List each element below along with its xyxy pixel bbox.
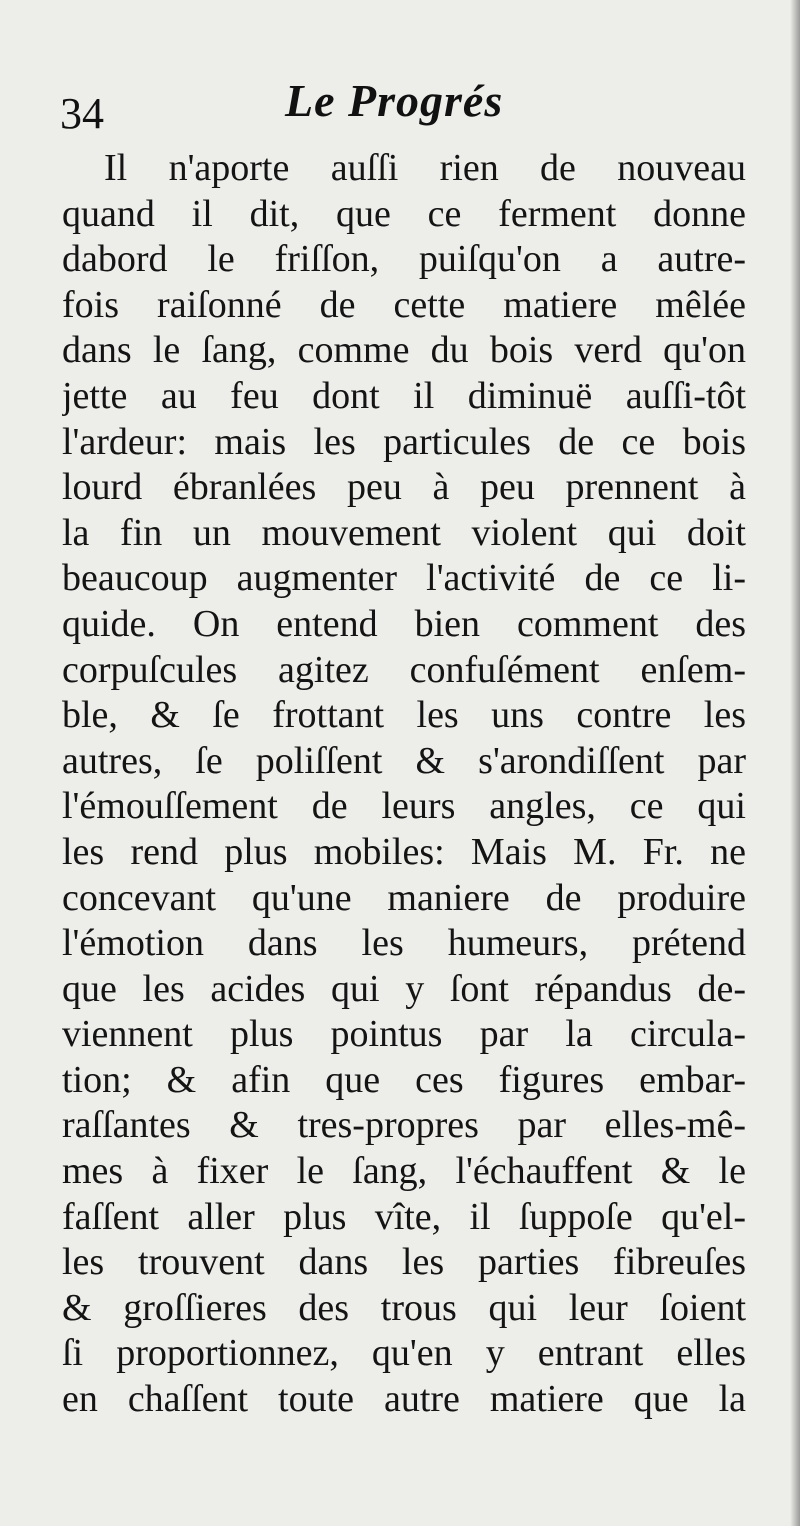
text-line: l'émotion dans les humeurs, prétend	[62, 922, 746, 965]
page-number: 34	[60, 89, 104, 138]
text-line: dabord le friſſon, puiſqu'on a autre-	[62, 238, 746, 281]
text-line: raſſantes & tres-propres par elles-mê-	[62, 1104, 746, 1147]
text-line: & groſſieres des trous qui leur ſoient	[62, 1286, 746, 1329]
text-line: quide. On entend bien comment des	[62, 602, 746, 645]
text-line: viennent plus pointus par la circula-	[62, 1013, 746, 1056]
text-line: concevant qu'une maniere de produire	[62, 876, 746, 919]
text-line: beaucoup augmenter l'activité de ce li-	[62, 557, 746, 600]
text-line: les rend plus mobiles: Mais M. Fr. ne	[62, 830, 746, 873]
text-line: la fin un mouvement violent qui doit	[62, 511, 746, 554]
text-line: ſi proportionnez, qu'en y entrant elles	[62, 1332, 746, 1375]
text-line: quand il dit, que ce ferment donne	[62, 192, 746, 235]
text-line: ble, & ſe frottant les uns contre les	[62, 694, 746, 737]
text-line: Il n'aporte auſſi rien de nouveau	[104, 147, 746, 189]
text-line: fois raiſonné de cette matiere mêlée	[62, 283, 746, 326]
running-title: Le Progrés	[285, 75, 504, 126]
body-text	[62, 146, 746, 1423]
running-head	[60, 74, 750, 144]
text-line: dans le ſang, comme du bois verd qu'on	[62, 329, 746, 372]
text-line: corpuſcules agitez confuſément enſem-	[62, 648, 746, 691]
text-line: mes à fixer le ſang, l'échauffent & le	[62, 1150, 746, 1193]
text-line: jette au feu dont il diminuë auſſi-tôt	[62, 374, 746, 417]
text-line: autres, ſe poliſſent & s'arondiſſent par	[62, 739, 746, 782]
text-line: lourd ébranlées peu à peu prennent à	[62, 466, 746, 509]
text-line: l'ardeur: mais les particules de ce bois	[62, 420, 746, 463]
text-line: en chaſſent toute autre matiere que la	[62, 1378, 746, 1421]
text-line: faſſent aller plus vîte, il ſuppoſe qu'el-	[62, 1195, 746, 1238]
text-line: les trouvent dans les parties fibreuſes	[62, 1241, 746, 1284]
text-line: l'émouſſement de leurs angles, ce qui	[62, 785, 746, 828]
text-line: que les acides qui y ſont répandus de-	[62, 967, 746, 1010]
text-line: tion; & afin que ces figures embar-	[62, 1058, 746, 1101]
